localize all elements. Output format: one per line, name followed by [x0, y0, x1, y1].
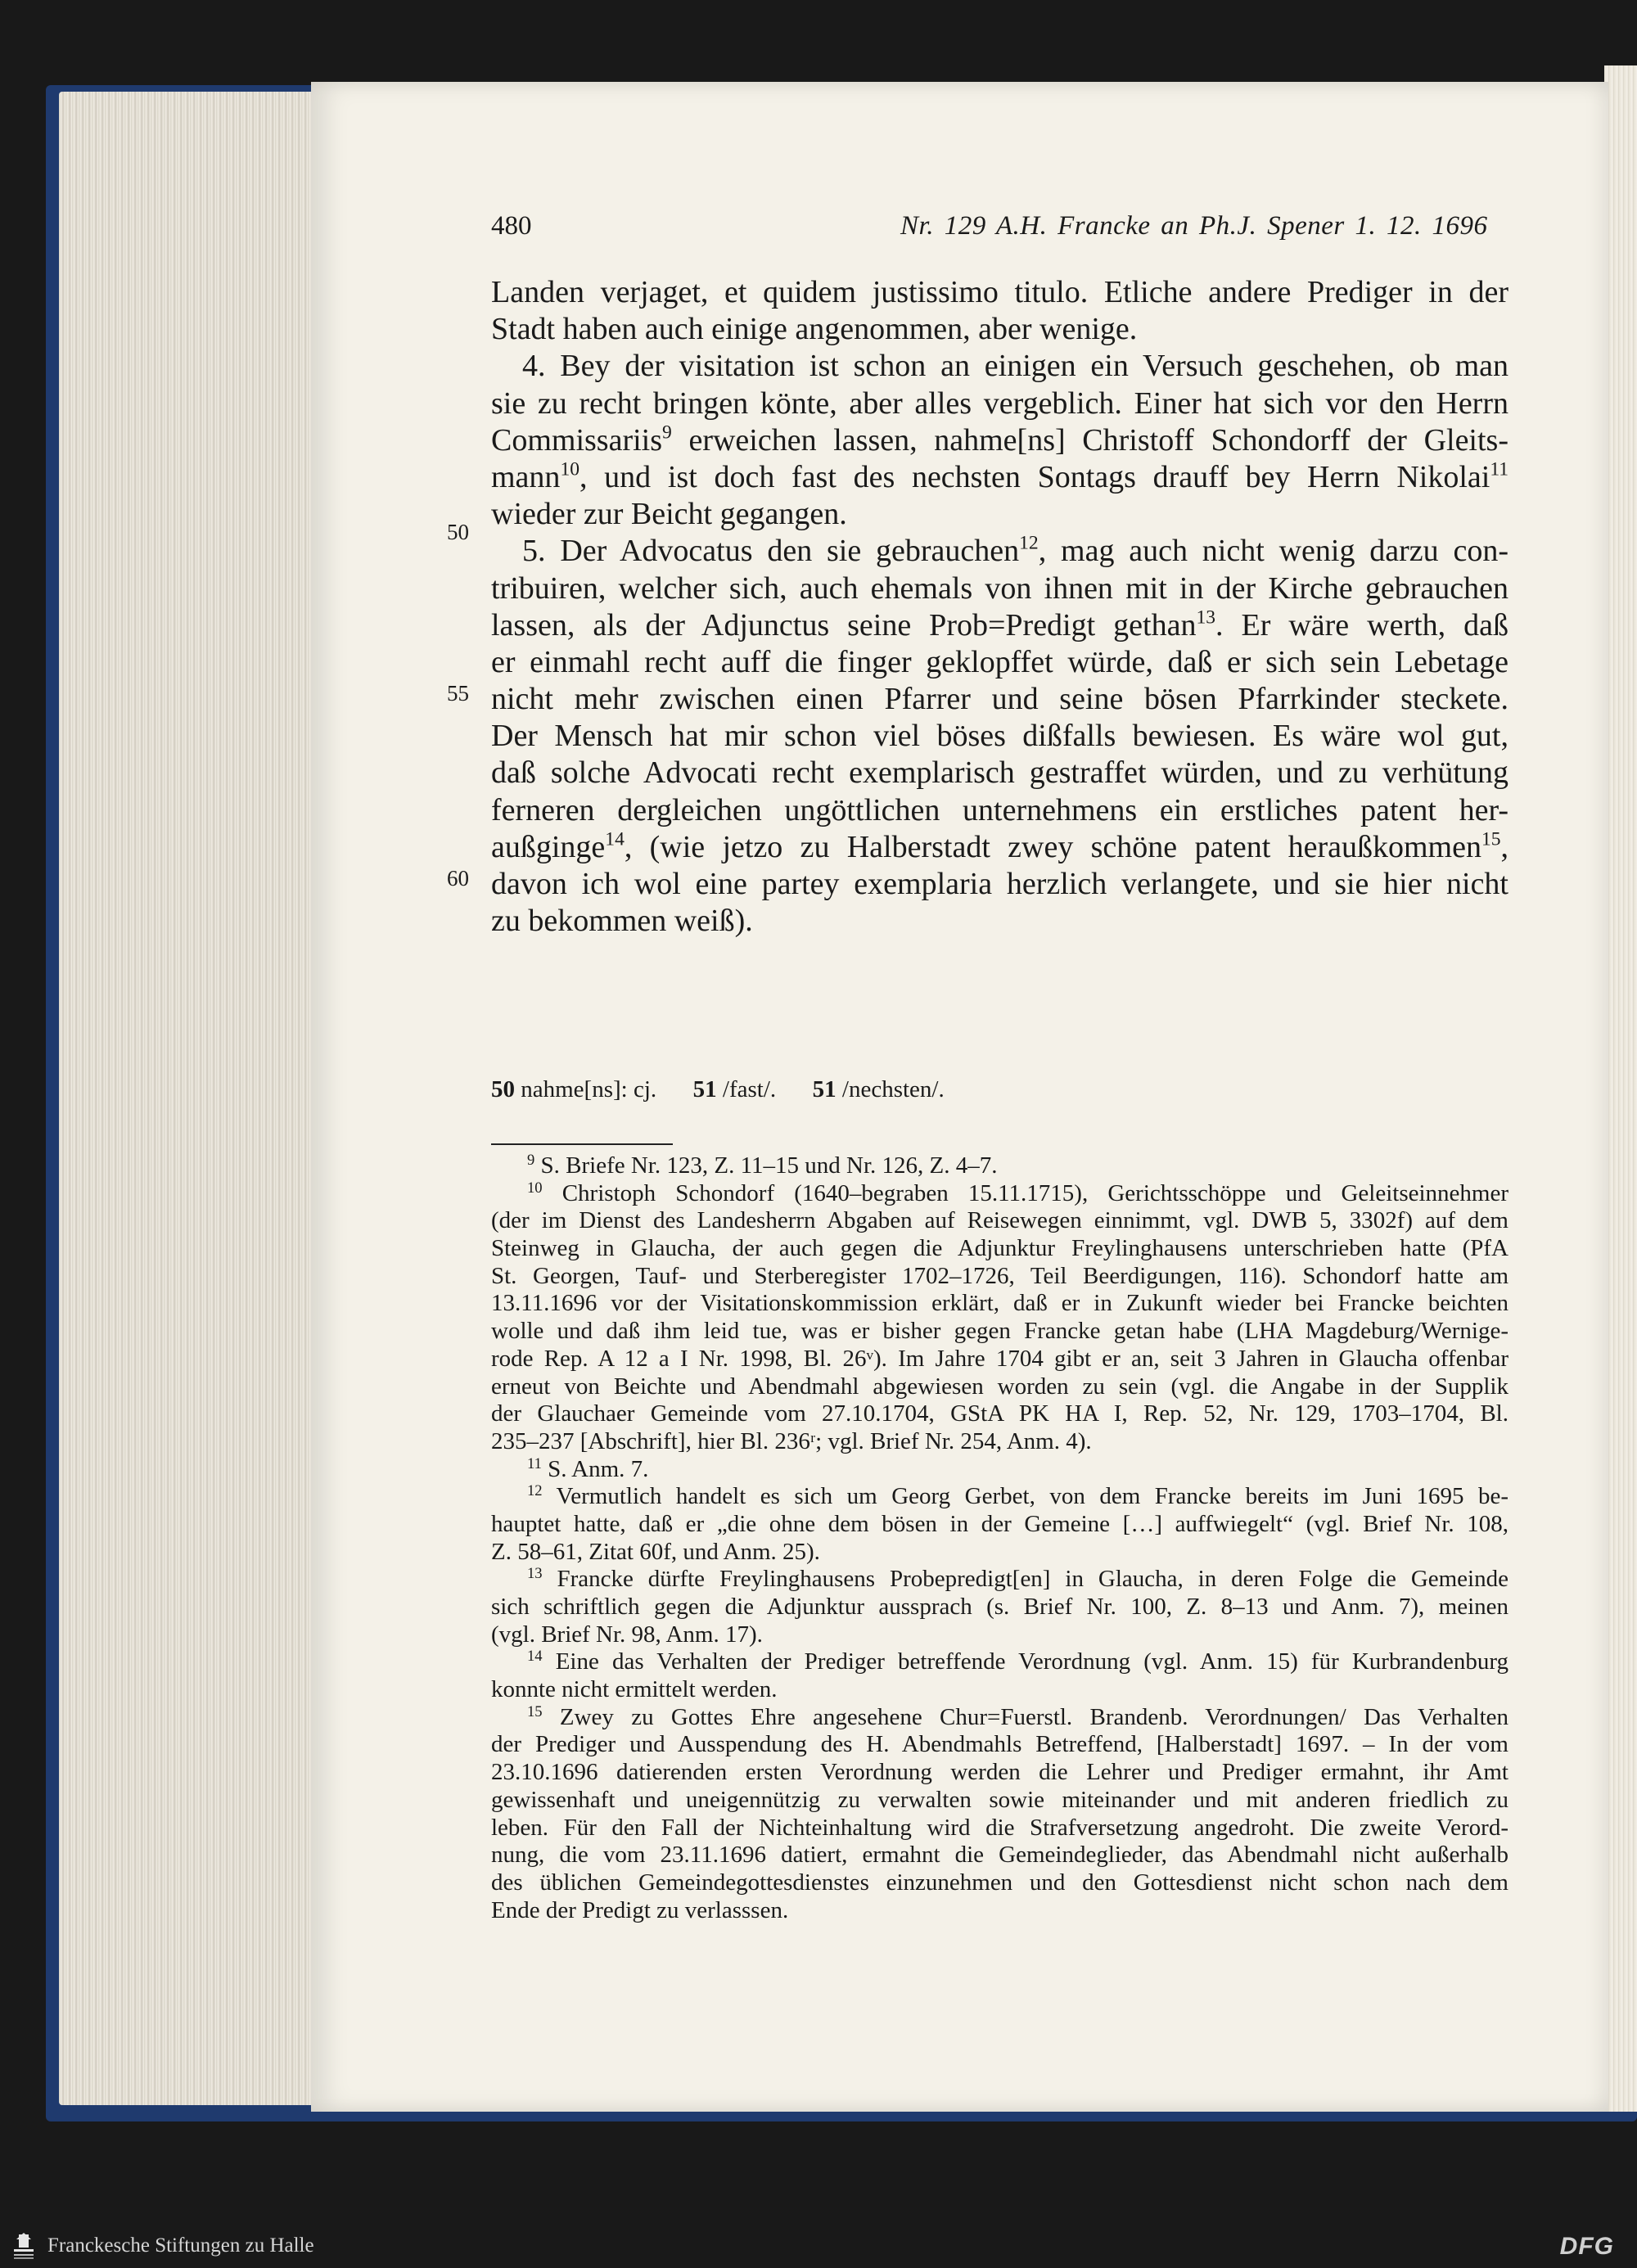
footnote-line: nung, die vom 23.11.1696 datiert, ermahnt die Gemeindeglieder, das Abendmahl nicht außerhalb: [491, 1842, 1508, 1869]
text-line: Landen verjaget, et quidem justissimo titulo. Etliche andere Prediger in der: [491, 275, 1508, 309]
footnote-line: $^{10}$ Christoph Schondorf (1640–begraben 15.11.1715), Gerichtsschöppe und Geleitseinnehmer: [527, 1179, 1508, 1206]
footnote-marker: 14: [605, 828, 625, 850]
footnote-line: $^{11}$ S. Anm. 7.: [527, 1454, 649, 1482]
main-text: [491, 274, 1508, 940]
apparatus-line-ref: 51: [812, 1076, 837, 1102]
text-line: er einmahl recht auff die finger geklopffet würde, daß er sich sein Lebetage: [491, 644, 1508, 679]
footnote-marker: 12: [1019, 532, 1039, 554]
footnote-number: 13: [527, 1565, 543, 1583]
footnote-line: $^{13}$ Francke dürfte Freylinghausens Probepredigt[en] in Glaucha, in deren Folge die Gemeinde: [527, 1565, 1508, 1593]
text-line: nicht mehr zwischen einen Pfarrer und seine bösen Pfarrkinder steckete.: [491, 682, 1508, 717]
text-line: Commissariis$^9$ erweichen lassen, nahme[ns] Christoff Schondorff der Gleits-: [491, 422, 1508, 458]
apparatus-line-ref: 51: [692, 1076, 717, 1102]
text-line: wieder zur Beicht gegangen.: [491, 497, 847, 532]
footnotes: [491, 1152, 1508, 1924]
text-line: außginge$^{14}$, (wie jetzo zu Halberstadt zwey schöne patent heraußkommen$^{15}$,: [491, 828, 1508, 864]
footnote-number: 12: [527, 1482, 543, 1500]
footnote-line: 235–237 [Abschrift], hier Bl. 236ʳ; vgl. Brief Nr. 254, Anm. 4).: [491, 1427, 1092, 1454]
apparatus-line-ref: 50: [491, 1076, 515, 1102]
footnote-line: (der im Dienst des Landesherrn Abgaben auf Reisewegen einnimmt, vgl. DWB 5, 3302f) auf dem: [491, 1207, 1508, 1234]
footnote-line: $^{15}$ Zwey zu Gottes Ehre angesehene Chur=Fuerstl. Brandenb. Verordnungen/ Das Verhalten: [527, 1702, 1508, 1730]
footnote-line: Steinweg in Glaucha, der auch gegen die Adjunktur Freylinghausens unterschrieben hatte (PfA: [491, 1235, 1508, 1262]
footnote-marker: 13: [1196, 606, 1215, 629]
footnote-marker: 9: [662, 422, 672, 444]
apparatus-note: /nechsten/.: [841, 1076, 945, 1102]
footnote-line: erneut von Beichte und Abendmahl abgewiesen worden zu sein (vgl. die Angabe in der Supplik: [491, 1373, 1508, 1400]
footnote-line: $^{14}$ Eine das Verhalten der Prediger betreffende Verordnung (vgl. Anm. 15) für Kurbrandenburg: [527, 1648, 1508, 1675]
footnote-line: wolle und daß ihm leid tue, was er bisher gegen Francke getan habe (LHA Magdeburg/Wernige-: [491, 1318, 1508, 1345]
text-line: daß solche Advocati recht exemplarisch gestraffet würden, und zu verhütung: [491, 755, 1508, 791]
line-number: 55: [447, 681, 469, 706]
footnote-line: rode Rep. A 12 a I Nr. 1998, Bl. 26ᵛ). Im Jahre 1704 gibt er an, seit 3 Jahren in Glaucha offenbar: [491, 1345, 1508, 1372]
viewer-footer-bar: [0, 2226, 1637, 2268]
footnote-marker: 11: [1490, 458, 1508, 480]
footnote-line: gewissenhaft und uneigennützig zu verwalten sowie miteinander und mit anderen friedlich zu: [491, 1786, 1508, 1813]
footnote-line: (vgl. Brief Nr. 98, Anm. 17).: [491, 1621, 763, 1648]
text-line: lassen, als der Adjunctus seine Prob=Predigt gethan$^{13}$. Er wäre werth, daß: [491, 606, 1508, 643]
footnote-line: Z. 58–61, Zitat 60f, und Anm. 25).: [491, 1538, 820, 1565]
text-line: davon ich wol eine partey exemplaria herzlich verlangete, und sie hier nicht: [491, 867, 1508, 901]
footnote-marker: 15: [1481, 828, 1501, 850]
text-line: ferneren dergleichen ungöttlichen unternehmens ein erstliches patent her-: [491, 792, 1508, 827]
footnote-line: leben. Für den Fall der Nichteinhaltung wird die Strafversetzung angedroht. Die zweite Verord-: [491, 1814, 1508, 1841]
text-line: zu bekommen weiß).: [491, 904, 753, 939]
footnote-line: $^{12}$ Vermutlich handelt es sich um Georg Gerbet, von dem Francke bereits im Juni 1695 be-: [527, 1482, 1508, 1510]
footnote-line: sich schriftlich gegen die Adjunktur aussprach (s. Brief Nr. 100, Z. 8–13 und Anm. 7), meinen: [491, 1594, 1508, 1620]
footnote-marker: 10: [560, 458, 579, 480]
text-line: Stadt haben auch einige angenommen, aber wenige.: [491, 312, 1138, 347]
footnote-line: der Prediger und Ausspendung des H. Abendmahls Betreffend, [Halberstadt] 1697. – In der vom: [491, 1731, 1508, 1758]
footnote-number: 9: [527, 1151, 535, 1169]
dfg-logo: DFG: [1559, 2233, 1614, 2260]
text-line: tribuiren, welcher sich, auch ehemals von ihnen mit in der Kirche gebrauchen: [491, 570, 1508, 606]
text-line: sie zu recht bringen könte, aber alles vergeblich. Einer hat sich vor den Herrn: [491, 386, 1508, 421]
critical-apparatus: [491, 1076, 945, 1103]
footnote-number: 14: [527, 1648, 543, 1666]
book-page-edges: [59, 92, 321, 2105]
footnote-number: 10: [527, 1179, 543, 1197]
book-right-edge: [1604, 65, 1637, 2112]
franckesche-stiftungen-logo-icon: [11, 2233, 36, 2261]
footnote-line: 13.11.1696 vor der Visitationskommission erklärt, daß er in Zukunft wieder bei Francke beichten: [491, 1290, 1508, 1317]
footnote-rule: [491, 1143, 673, 1145]
institution-label: Franckesche Stiftungen zu Halle: [47, 2234, 314, 2257]
footnote-line: der Glauchaer Gemeinde vom 27.10.1704, GStA PK HA I, Rep. 52, Nr. 129, 1703–1704, Bl.: [491, 1400, 1508, 1427]
text-line: mann$^{10}$, und ist doch fast des nechsten Sontags drauff bey Herrn Nikolai$^{11}$: [491, 458, 1508, 494]
footnote-number: 11: [527, 1454, 542, 1472]
running-head: [491, 211, 1606, 252]
footnote-line: konnte nicht ermittelt werden.: [491, 1676, 778, 1703]
footnote-line: 23.10.1696 datierenden ersten Verordnung werden die Lehrer und Prediger ermahnt, ihr Amt: [491, 1759, 1508, 1786]
footnote-number: 15: [527, 1702, 543, 1720]
footnote-line: St. Georgen, Tauf- und Sterberegister 1702–1726, Teil Beerdigungen, 116). Schondorf hatte am: [491, 1262, 1508, 1289]
line-number: 60: [447, 866, 469, 891]
running-title: Nr. 129 A.H. Francke an Ph.J. Spener 1. 12. 1696: [900, 211, 1488, 241]
text-line: 5. Der Advocatus den sie gebrauchen$^{12}$, mag auch nicht wenig darzu con-: [522, 532, 1508, 569]
footnote-line: Ende der Predigt zu verlasssen.: [491, 1896, 789, 1923]
apparatus-note: nahme[ns]: cj.: [521, 1076, 657, 1102]
text-line: 4. Bey der visitation ist schon an einigen ein Versuch geschehen, ob man: [522, 349, 1508, 384]
footnote-line: des üblichen Gemeindegottesdienstes einzunehmen und den Gottesdienst nicht schon nach dem: [491, 1869, 1508, 1896]
footnote-line: hauptet hatte, daß er „die ohne dem bösen in der Gemeine […] auffwiegelt“ (vgl. Brief Nr. 108,: [491, 1510, 1508, 1537]
page-number: 480: [491, 211, 532, 241]
text-line: Der Mensch hat mir schon viel böses dißfalls bewiesen. Es wäre wol gut,: [491, 719, 1508, 754]
footnote-line: $^9$ S. Briefe Nr. 123, Z. 11–15 und Nr. 126, Z. 4–7.: [527, 1151, 998, 1179]
book-page: [311, 82, 1608, 2112]
apparatus-note: /fast/.: [722, 1076, 777, 1102]
line-number: 50: [447, 520, 469, 544]
